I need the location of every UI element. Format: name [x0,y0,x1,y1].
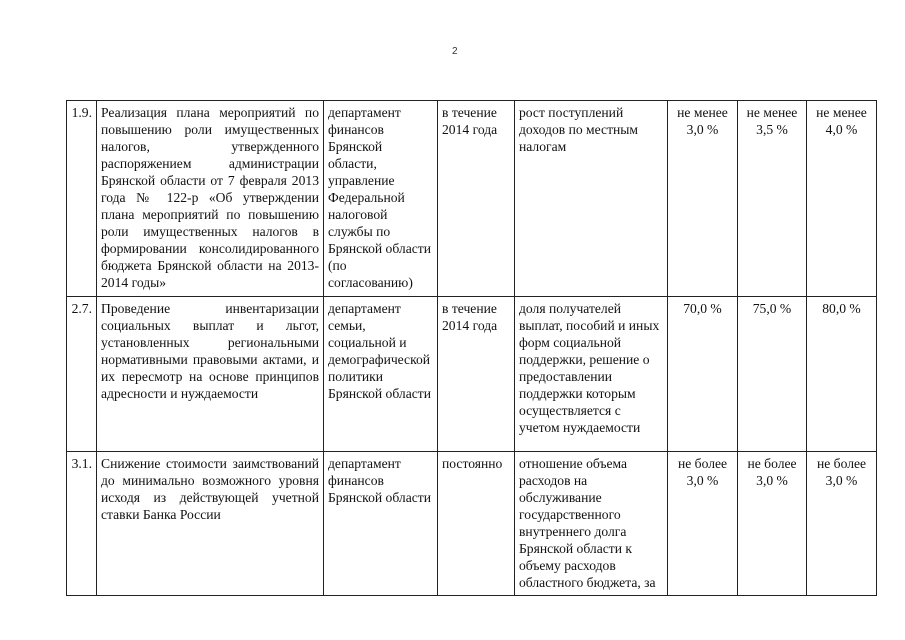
activity-cell: Снижение стоимости заимствований до минимально возможного уровня исходя из действующей учетной ставки Банка России [97,452,324,596]
value-cell-1: не менее 3,0 % [668,101,738,297]
indicator-cell: доля получателей выплат, пособий и иных форм социальной поддержки, решение о предоставлении поддержки которым осуществляется с учетом нуждаемости [515,297,668,452]
row-number: 3.1. [67,452,97,596]
row-number: 1.9. [67,101,97,297]
value-cell-3: 80,0 % [807,297,877,452]
table-row [67,101,877,297]
activity-cell: Реализация плана мероприятий по повышению роли имущественных налогов, утвержденного распоряжением администрации Брянской области от 7 февраля 2013 года № 122-р «Об утверждении плана мероприятий по повышению роли имущественных налогов в формировании консолидированного бюджета Брянской области на 2013-2014 годы» [97,101,324,297]
measures-table [66,100,877,596]
value-cell-2: 75,0 % [738,297,807,452]
value-cell-1: не более 3,0 % [668,452,738,596]
activity-cell: Проведение инвентаризации социальных выплат и льгот, установленных региональными нормативными правовыми актами, и их пересмотр на основе принципов адресности и нуждаемости [97,297,324,452]
term-cell: постоянно [438,452,515,596]
indicator-cell: рост поступлений доходов по местным налогам [515,101,668,297]
row-number: 2.7. [67,297,97,452]
term-cell: в течение 2014 года [438,297,515,452]
indicator-cell: отношение объема расходов на обслуживание государственного внутреннего долга Брянской области к объему расходов областного бюджета, за [515,452,668,596]
value-cell-2: не менее 3,5 % [738,101,807,297]
value-cell-1: 70,0 % [668,297,738,452]
responsible-cell: департамент финансов Брянской области [324,452,438,596]
responsible-cell: департамент финансов Брянской области, управление Федеральной налоговой службы по Брянской области (по согласованию) [324,101,438,297]
page-number: 2 [452,46,458,57]
term-cell: в течение 2014 года [438,101,515,297]
value-cell-3: не менее 4,0 % [807,101,877,297]
value-cell-2: не более 3,0 % [738,452,807,596]
table-row [67,297,877,452]
responsible-cell: департамент семьи, социальной и демографической политики Брянской области [324,297,438,452]
value-cell-3: не более 3,0 % [807,452,877,596]
table-row [67,452,877,596]
